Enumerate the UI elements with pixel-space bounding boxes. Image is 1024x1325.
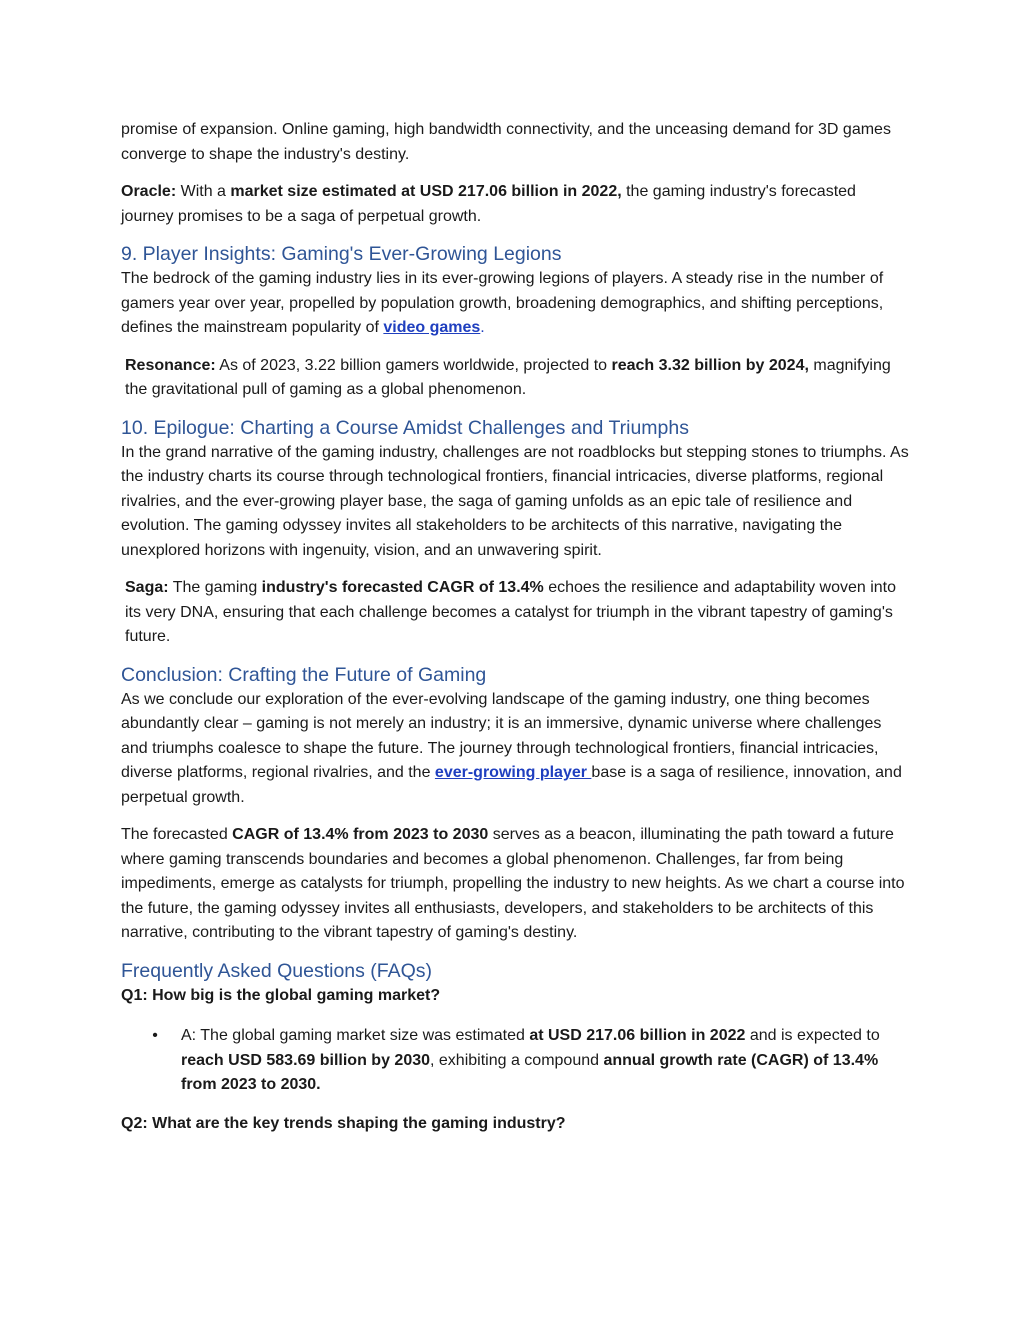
conclusion-p2-text-1: The forecasted <box>121 826 233 843</box>
resonance-text-2: magnifying the gravitational pull of gaming as a global phenomenon. <box>125 356 891 398</box>
conclusion-paragraph-1 <box>121 688 911 811</box>
conclusion-text: As we conclude our exploration of the ever-evolving landscape of the gaming industry, one thing becomes abundantly clear – gaming is not merely an industry; it is an immersive, dynamic universe where challenges and triumphs coalesce to shape the future. The journey through technological frontiers, financial intricacies, diverse platforms, regional rivalries, and the <box>121 690 882 781</box>
oracle-label: Oracle: <box>121 183 177 200</box>
faqs-heading: Frequently Asked Questions (FAQs) <box>121 959 433 982</box>
document-body <box>121 118 911 1136</box>
oracle-highlight: market size estimated at USD 217.06 billion in 2022, <box>230 183 622 200</box>
video-games-link[interactable]: video games <box>383 319 481 336</box>
section-10-paragraph: In the grand narrative of the gaming industry, challenges are not roadblocks but stepping stones to triumphs. As the industry charts its course through technological frontiers, financial intricacies, diverse platforms, regional rivalries, and the ever-growing player base, the saga of gaming unfolds as an epic tale of resilience and evolution. The gaming odyssey invites all stakeholders to be architects of this narrative, navigating the unexplored horizons with ingenuity, vision, and an unwavering spirit. <box>121 443 909 559</box>
bullet-icon: • <box>152 1027 158 1044</box>
answer-text-2: and is expected to <box>745 1027 880 1044</box>
faq-question-1: Q1: How big is the global gaming market? <box>121 986 441 1004</box>
section-9-heading: 9. Player Insights: Gaming's Ever-Growing Legions <box>121 243 562 265</box>
section-10-heading: 10. Epilogue: Charting a Course Amidst Challenges and Triumphs <box>121 416 689 439</box>
oracle-paragraph <box>121 180 911 229</box>
faq-answer-1 <box>152 1024 911 1098</box>
oracle-text-1: With a <box>176 183 231 200</box>
resonance-label: Resonance: <box>125 356 216 374</box>
faq-answer-list <box>121 1024 911 1098</box>
saga-paragraph <box>121 576 911 650</box>
answer-text-1: A: The global gaming market size was estimated <box>181 1027 530 1044</box>
answer-highlight-2: reach USD 583.69 billion by 2030 <box>181 1051 431 1069</box>
section-9-period: . <box>480 319 485 336</box>
saga-highlight: industry's forecasted CAGR of 13.4% <box>261 579 544 596</box>
answer-text-3: , exhibiting a compound <box>430 1051 604 1069</box>
saga-text-2: echoes the resilience and adaptability woven into its very DNA, ensuring that each challenge becomes a catalyst for triumph in the vibrant tapestry of gaming's future. <box>125 579 897 645</box>
conclusion-heading: Conclusion: Crafting the Future of Gaming <box>121 663 487 686</box>
resonance-highlight: reach 3.32 billion by 2024, <box>611 356 809 374</box>
intro-paragraph: promise of expansion. Online gaming, high bandwidth connectivity, and the unceasing demand for 3D games converge to shape the industry's destiny. <box>121 121 891 163</box>
answer-highlight-3: annual growth rate (CAGR) of 13.4% from 2023 to 2030. <box>181 1051 879 1093</box>
oracle-text-2: the gaming industry's forecasted journey promises to be a saga of perpetual growth. <box>121 183 856 225</box>
conclusion-p2-highlight: CAGR of 13.4% from 2023 to 2030 <box>232 826 489 843</box>
section-9-paragraph <box>121 267 911 341</box>
resonance-paragraph <box>121 354 911 403</box>
answer-highlight-1: at USD 217.06 billion in 2022 <box>529 1027 746 1044</box>
saga-text-1: The gaming <box>168 579 262 596</box>
conclusion-p2-text-2: serves as a beacon, illuminating the path toward a future where gaming transcends boundaries and becomes a global phenomenon. Challenges, far from being impediments, emerge as catalysts for triumph, propelling the industry to new heights. As we chart a course into the future, the gaming odyssey invites all enthusiasts, developers, and stakeholders to be architects of this narrative, contributing to the vibrant tapestry of gaming's destiny. <box>121 826 905 941</box>
conclusion-paragraph-2 <box>121 823 911 946</box>
saga-label: Saga: <box>125 579 169 596</box>
ever-growing-player-link[interactable]: ever-growing player <box>434 764 592 781</box>
conclusion-text-end: base is a saga of resilience, innovation, and perpetual growth. <box>121 764 902 806</box>
section-9-text: The bedrock of the gaming industry lies in its ever-growing legions of players. A steady rise in the number of gamers year over year, propelled by population growth, broadening demographics, and shifting perceptions, defines the mainstream popularity of <box>121 270 884 336</box>
resonance-text-1: As of 2023, 3.22 billion gamers worldwide, projected to <box>215 356 612 374</box>
faq-question-2: Q2: What are the key trends shaping the gaming industry? <box>121 1114 566 1132</box>
